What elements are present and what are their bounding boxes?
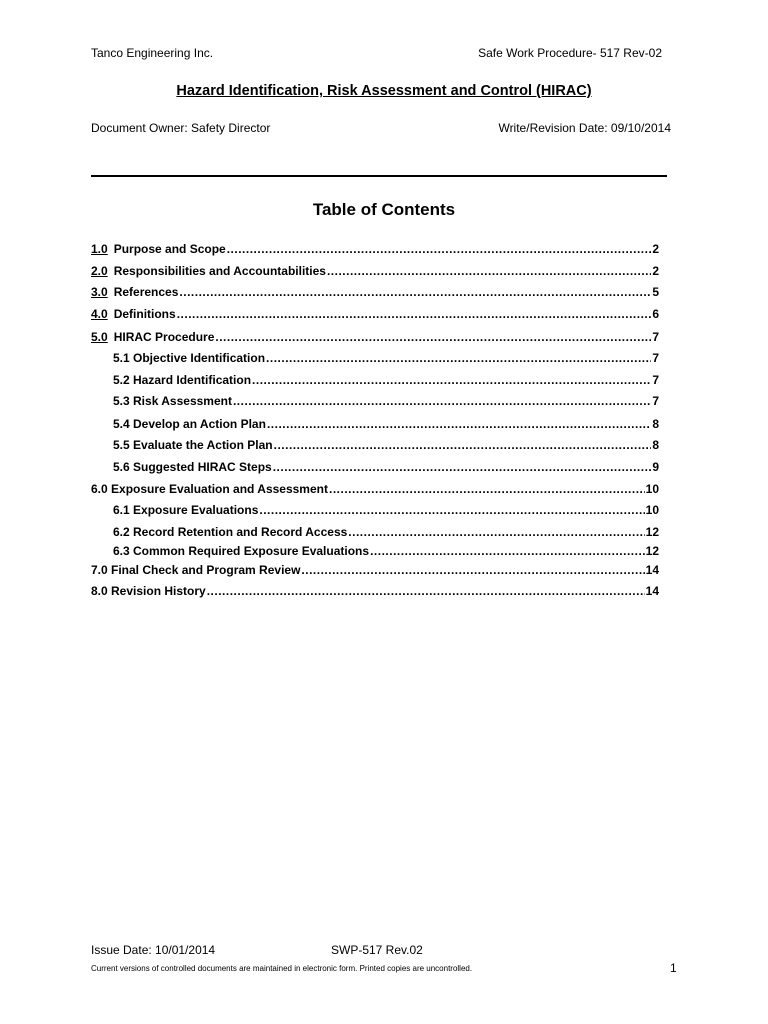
toc-entry-label: Definitions — [113, 307, 176, 321]
toc-subentry[interactable] — [113, 543, 659, 559]
toc-entry-label: 5.1 Objective Identification — [113, 351, 266, 365]
toc-entry[interactable] — [91, 583, 659, 599]
toc-entry-page: 7 — [652, 373, 659, 387]
toc-entry-page: 8 — [652, 438, 659, 452]
toc-entry-page: 7 — [652, 394, 659, 408]
issue-date: Issue Date: 10/01/2014 — [91, 943, 216, 957]
toc-leader-dots — [274, 437, 652, 453]
toc-entry-page: 12 — [645, 525, 659, 539]
toc-entry[interactable] — [91, 306, 659, 322]
toc-leader-dots — [259, 502, 644, 518]
toc-subentry[interactable] — [113, 372, 659, 388]
toc-entry-page: 7 — [652, 330, 659, 344]
toc-subentry[interactable] — [113, 350, 659, 366]
toc-entry-page: 6 — [652, 307, 659, 321]
toc-entry-label: 6.3 Common Required Exposure Evaluations — [113, 544, 370, 558]
toc-leader-dots — [327, 263, 651, 279]
toc-entry-label: 8.0 Revision History — [91, 584, 206, 598]
toc-entry-label: HIRAC Procedure — [113, 330, 215, 344]
toc-subentry[interactable] — [113, 416, 659, 432]
toc-entry[interactable] — [91, 241, 659, 257]
toc-entry-page: 2 — [652, 242, 659, 256]
toc-leader-dots — [252, 372, 651, 388]
toc-entry-page: 10 — [645, 482, 659, 496]
toc-subentry[interactable] — [113, 459, 659, 475]
toc-leader-dots — [329, 481, 645, 497]
toc-entry-number: 3.0 — [91, 285, 108, 299]
toc-entry-label: 6.1 Exposure Evaluations — [113, 503, 259, 517]
document-owner: Document Owner: Safety Director — [91, 121, 271, 135]
toc-entry-page: 5 — [652, 285, 659, 299]
toc-entry-page: 2 — [652, 264, 659, 278]
toc-entry-page: 7 — [652, 351, 659, 365]
doc-code: SWP-517 Rev.02 — [331, 943, 423, 957]
toc-heading: Table of Contents — [312, 200, 456, 219]
toc-leader-dots — [348, 524, 644, 540]
toc-subentry[interactable] — [113, 437, 659, 453]
toc-entry-number: 4.0 — [91, 307, 108, 321]
toc-entry[interactable] — [91, 329, 659, 345]
header-procedure: Safe Work Procedure- 517 Rev-02 — [478, 46, 662, 60]
toc-entry-label: 5.2 Hazard Identification — [113, 373, 252, 387]
toc-leader-dots — [301, 562, 644, 578]
toc-entry-page: 8 — [652, 417, 659, 431]
toc-leader-dots — [207, 583, 645, 599]
toc-leader-dots — [179, 284, 651, 300]
toc-entry[interactable] — [91, 284, 659, 300]
toc-subentry[interactable] — [113, 393, 659, 409]
toc-entry-number: 2.0 — [91, 264, 108, 278]
toc-entry-label: Purpose and Scope — [113, 242, 226, 256]
revision-date: Write/Revision Date: 09/10/2014 — [498, 121, 671, 135]
toc-entry-number: 5.0 — [91, 330, 108, 344]
toc-leader-dots — [267, 416, 651, 432]
controlled-copy-notice: Current versions of controlled documents are maintained in electronic form. Printed copies are uncontrolled. — [91, 964, 473, 973]
toc-leader-dots — [177, 306, 652, 322]
toc-subentry[interactable] — [113, 502, 659, 518]
toc-entry-label: 6.0 Exposure Evaluation and Assessment — [91, 482, 328, 496]
toc-leader-dots — [266, 350, 651, 366]
divider-rule — [91, 175, 667, 177]
toc-entry-page: 14 — [645, 563, 659, 577]
toc-entry-page: 12 — [645, 544, 659, 558]
toc-entry-label: References — [113, 285, 179, 299]
toc-entry[interactable] — [91, 562, 659, 578]
toc-entry-label: 6.2 Record Retention and Record Access — [113, 525, 348, 539]
toc-leader-dots — [273, 459, 652, 475]
document-title-text: Hazard Identification, Risk Assessment and Control (HIRAC) — [176, 83, 592, 99]
toc-entry-label: 5.6 Suggested HIRAC Steps — [113, 460, 272, 474]
toc-subentry[interactable] — [113, 524, 659, 540]
toc-entry[interactable] — [91, 481, 659, 497]
toc-entry-page: 10 — [645, 503, 659, 517]
page-number: 1 — [670, 961, 677, 975]
toc-leader-dots — [370, 543, 645, 559]
toc-entry-page: 9 — [652, 460, 659, 474]
toc-entry-label: 5.3 Risk Assessment — [113, 394, 232, 408]
toc-leader-dots — [227, 241, 652, 257]
toc-entry-label: 5.4 Develop an Action Plan — [113, 417, 266, 431]
document-title — [0, 83, 768, 99]
toc-entry[interactable] — [91, 263, 659, 279]
toc-leader-dots — [233, 393, 651, 409]
toc-entry-number: 1.0 — [91, 242, 108, 256]
toc-entry-label: 7.0 Final Check and Program Review — [91, 563, 301, 577]
toc-leader-dots — [215, 329, 651, 345]
toc-entry-label: Responsibilities and Accountabilities — [113, 264, 326, 278]
toc-entry-label: 5.5 Evaluate the Action Plan — [113, 438, 273, 452]
header-company: Tanco Engineering Inc. — [91, 46, 214, 60]
toc-entry-page: 14 — [645, 584, 659, 598]
